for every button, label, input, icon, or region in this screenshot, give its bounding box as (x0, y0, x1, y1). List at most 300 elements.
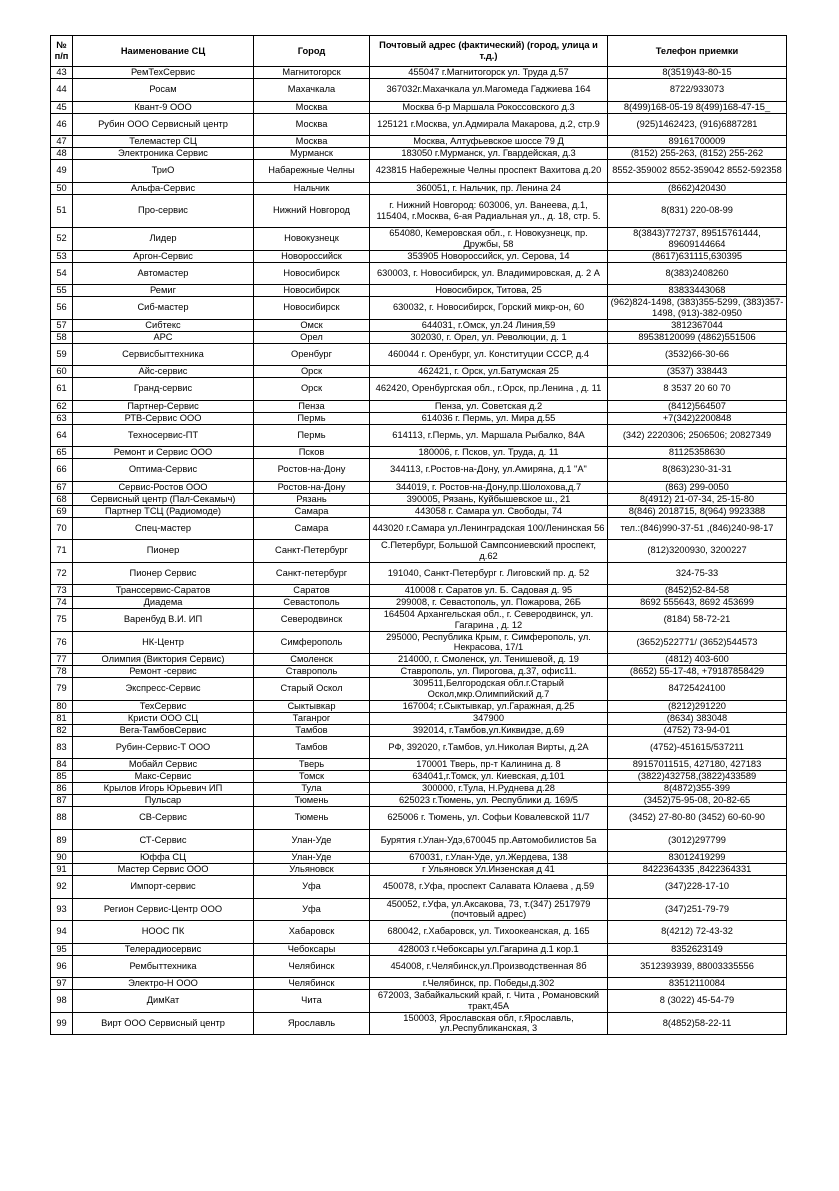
row-number: 97 (51, 978, 73, 990)
address: РФ, 392020, г.Тамбов, ул.Николая Вирты, д.2А (370, 736, 608, 759)
address: 625023 г.Тюмень, ул. Республики д. 169/5 (370, 795, 608, 807)
center-name: СТ-Сервис (73, 829, 254, 852)
table-row (51, 228, 787, 251)
table-row (51, 678, 787, 701)
city: Омск (254, 319, 370, 331)
address: 410008 г. Саратов ул. Б. Садовая д. 95 (370, 585, 608, 597)
center-name: Росам (73, 79, 254, 102)
table-row (51, 505, 787, 517)
header-city: Город (254, 36, 370, 67)
center-name: Вирт ООО Сервисный центр (73, 1012, 254, 1035)
phone: 8(4852)58-22-11 (608, 1012, 787, 1035)
row-number: 64 (51, 424, 73, 447)
city: Орск (254, 378, 370, 401)
address: 443020 г.Самара ул.Ленинградская 100/Ленинская 56 (370, 517, 608, 540)
address: 302030, г. Орел, ул. Революции, д. 1 (370, 331, 608, 343)
address: 634041,г.Томск, ул. Киевская, д.101 (370, 771, 608, 783)
phone: 8(831) 220-08-99 (608, 194, 787, 228)
center-name: Автомастер (73, 262, 254, 285)
center-name: НК-Центр (73, 631, 254, 654)
table-row (51, 852, 787, 864)
phone: 83512110084 (608, 978, 787, 990)
phone: (3452) 27-80-80 (3452) 60-60-90 (608, 807, 787, 830)
city: Новосибирск (254, 285, 370, 297)
table-row (51, 366, 787, 378)
table-row (51, 876, 787, 899)
row-number: 68 (51, 493, 73, 505)
table-body (51, 67, 787, 1035)
row-number: 55 (51, 285, 73, 297)
city: Новосибирск (254, 262, 370, 285)
center-name: Регион Сервис-Центр ООО (73, 898, 254, 921)
address: г Ульяновск Ул.Инзенская д 41 (370, 864, 608, 876)
row-number: 56 (51, 297, 73, 320)
address: 443058 г. Самара ул. Свободы, 74 (370, 505, 608, 517)
table-row (51, 597, 787, 609)
header-phone: Телефон приемки (608, 36, 787, 67)
address: 309511,Белгородская обл.г.Старый Оскол,мкр.Олимпийский д.7 (370, 678, 608, 701)
address: 672003, Забайкальский край, г. Чита , Романовский тракт,45А (370, 990, 608, 1013)
phone: (8452)52-84-58 (608, 585, 787, 597)
row-number: 50 (51, 182, 73, 194)
city: Старый Оскол (254, 678, 370, 701)
center-name: Электро-Н ООО (73, 978, 254, 990)
row-number: 61 (51, 378, 73, 401)
city: Санкт-петербург (254, 562, 370, 585)
phone: (8652) 55-17-48, +79187858429 (608, 666, 787, 678)
address: 347900 (370, 712, 608, 724)
row-number: 72 (51, 562, 73, 585)
address: г. Нижний Новгород: 603006, ул. Ванеева, д.1, 115404, г.Москва, 6-ая Радиальная ул., д. 18, стр. 5. (370, 194, 608, 228)
table-row (51, 990, 787, 1013)
phone: 8(846) 2018715, 8(964) 9923388 (608, 505, 787, 517)
header-name: Наименование СЦ (73, 36, 254, 67)
phone: (8412)564507 (608, 400, 787, 412)
table-row (51, 250, 787, 262)
city: Уфа (254, 898, 370, 921)
phone: (925)1462423, (916)6887281 (608, 113, 787, 136)
phone: (4752) 73-94-01 (608, 724, 787, 736)
phone: (3012)297799 (608, 829, 787, 852)
center-name: Олимпия (Виктория Сервис) (73, 654, 254, 666)
city: Оренбург (254, 343, 370, 366)
center-name: Пульсар (73, 795, 254, 807)
address: 454008, г.Челябинск,ул.Производственная 8б (370, 955, 608, 978)
address: 654080, Кемеровская обл., г. Новокузнецк, пр. Дружбы, 58 (370, 228, 608, 251)
city: Сыктывкар (254, 700, 370, 712)
table-row (51, 481, 787, 493)
center-name: Сервис-Ростов ООО (73, 481, 254, 493)
phone: (347)228-17-10 (608, 876, 787, 899)
table-row (51, 400, 787, 412)
row-number: 48 (51, 148, 73, 160)
row-number: 46 (51, 113, 73, 136)
address: 150003, Ярославская обл, г.Ярославль, ул.Республиканская, 3 (370, 1012, 608, 1035)
city: Рязань (254, 493, 370, 505)
city: Таганрог (254, 712, 370, 724)
table-row (51, 666, 787, 678)
city: Москва (254, 113, 370, 136)
city: Ульяновск (254, 864, 370, 876)
center-name: Крылов Игорь Юрьевич ИП (73, 783, 254, 795)
phone: 8(3519)43-80-15 (608, 67, 787, 79)
table-row (51, 459, 787, 482)
table-row (51, 631, 787, 654)
center-name: Альфа-Сервис (73, 182, 254, 194)
phone: 3812367044 (608, 319, 787, 331)
address: С.Петербург, Большой Сампсониевский проспект, д.62 (370, 540, 608, 563)
center-name: Партнер ТСЦ (Радиомоде) (73, 505, 254, 517)
city: Чебоксары (254, 943, 370, 955)
address: 680042, г.Хабаровск, ул. Тихоокеанская, д. 165 (370, 921, 608, 944)
center-name: Вега-ТамбовСервис (73, 724, 254, 736)
table-row (51, 759, 787, 771)
city: Улан-Уде (254, 829, 370, 852)
table-row (51, 331, 787, 343)
service-centers-table (50, 35, 787, 1035)
address: г.Челябинск, пр. Победы,д.302 (370, 978, 608, 990)
row-number: 90 (51, 852, 73, 864)
phone: 8(383)2408260 (608, 262, 787, 285)
table-row (51, 493, 787, 505)
row-number: 92 (51, 876, 73, 899)
phone: (342) 2220306; 2506506; 20827349 (608, 424, 787, 447)
center-name: Рубин ООО Сервисный центр (73, 113, 254, 136)
phone: 8 3537 20 60 70 (608, 378, 787, 401)
center-name: Импорт-сервис (73, 876, 254, 899)
row-number: 80 (51, 700, 73, 712)
city: Ростов-на-Дону (254, 481, 370, 493)
center-name: АРС (73, 331, 254, 343)
table-row (51, 712, 787, 724)
city: Пермь (254, 412, 370, 424)
phone: тел.:(846)990-37-51 ,(846)240-98-17 (608, 517, 787, 540)
table-row (51, 67, 787, 79)
row-number: 75 (51, 609, 73, 632)
row-number: 87 (51, 795, 73, 807)
table-row (51, 783, 787, 795)
city: Махачкала (254, 79, 370, 102)
center-name: Электроника Сервис (73, 148, 254, 160)
row-number: 86 (51, 783, 73, 795)
row-number: 47 (51, 136, 73, 148)
center-name: Рембыттехника (73, 955, 254, 978)
center-name: Квант-9 ООО (73, 101, 254, 113)
table-row (51, 447, 787, 459)
city: Пенза (254, 400, 370, 412)
row-number: 96 (51, 955, 73, 978)
row-number: 54 (51, 262, 73, 285)
address: 462421, г. Орск, ул.Батумская 25 (370, 366, 608, 378)
row-number: 78 (51, 666, 73, 678)
row-number: 79 (51, 678, 73, 701)
center-name: Ремиг (73, 285, 254, 297)
address: 423815 Набережные Челны проспект Вахитова д.20 (370, 160, 608, 183)
row-number: 77 (51, 654, 73, 666)
table-row (51, 412, 787, 424)
row-number: 91 (51, 864, 73, 876)
phone: (962)824-1498, (383)355-5299, (383)357-1498, (913)-382-0950 (608, 297, 787, 320)
row-number: 65 (51, 447, 73, 459)
row-number: 81 (51, 712, 73, 724)
row-number: 58 (51, 331, 73, 343)
address: 170001 Тверь, пр-т Калинина д. 8 (370, 759, 608, 771)
row-number: 85 (51, 771, 73, 783)
row-number: 94 (51, 921, 73, 944)
table-row (51, 424, 787, 447)
center-name: Сибтекс (73, 319, 254, 331)
phone: 83012419299 (608, 852, 787, 864)
address: 164504 Архангельская обл., г. Северодвинск, ул. Гагарина , д. 12 (370, 609, 608, 632)
center-name: ДимКат (73, 990, 254, 1013)
table-row (51, 943, 787, 955)
address: 353905 Новороссийск, ул. Серова, 14 (370, 250, 608, 262)
row-number: 95 (51, 943, 73, 955)
row-number: 66 (51, 459, 73, 482)
table-row (51, 864, 787, 876)
phone: (3652)522771/ (3652)544573 (608, 631, 787, 654)
row-number: 73 (51, 585, 73, 597)
city: Псков (254, 447, 370, 459)
row-number: 74 (51, 597, 73, 609)
table-row (51, 771, 787, 783)
table-row (51, 978, 787, 990)
phone: (8662)420430 (608, 182, 787, 194)
center-name: Оптима-Сервис (73, 459, 254, 482)
row-number: 67 (51, 481, 73, 493)
center-name: ТриО (73, 160, 254, 183)
table-row (51, 343, 787, 366)
table-row (51, 736, 787, 759)
address: 299008, г. Севастополь, ул. Пожарова, 26Б (370, 597, 608, 609)
table-row (51, 724, 787, 736)
table-row (51, 101, 787, 113)
center-name: Рубин-Сервис-Т ООО (73, 736, 254, 759)
phone: 84725424100 (608, 678, 787, 701)
city: Пермь (254, 424, 370, 447)
row-number: 88 (51, 807, 73, 830)
city: Тамбов (254, 736, 370, 759)
city: Нальчик (254, 182, 370, 194)
city: Улан-Уде (254, 852, 370, 864)
city: Новосибирск (254, 297, 370, 320)
address: 392014, г.Тамбов,ул.Киквидзе, д.69 (370, 724, 608, 736)
row-number: 98 (51, 990, 73, 1013)
center-name: Юффа СЦ (73, 852, 254, 864)
city: Чита (254, 990, 370, 1013)
city: Смоленск (254, 654, 370, 666)
address: 614113, г.Пермь, ул. Маршала Рыбалко, 84А (370, 424, 608, 447)
table-row (51, 795, 787, 807)
center-name: Гранд-сервис (73, 378, 254, 401)
phone: 8(863)230-31-31 (608, 459, 787, 482)
address: 462420, Оренбургская обл., г.Орск, пр.Ленина , д. 11 (370, 378, 608, 401)
row-number: 60 (51, 366, 73, 378)
table-row (51, 148, 787, 160)
city: Новороссийск (254, 250, 370, 262)
phone: 89161700009 (608, 136, 787, 148)
row-number: 93 (51, 898, 73, 921)
center-name: РТВ-Сервис ООО (73, 412, 254, 424)
address: 295000, Республика Крым, г. Симферополь, ул. Некрасова, 17/1 (370, 631, 608, 654)
address: 344113, г.Ростов-на-Дону, ул.Амиряна, д.1 "А" (370, 459, 608, 482)
address: 300000, г.Тула, Н.Руднева д.28 (370, 783, 608, 795)
center-name: Сервисбыттехника (73, 343, 254, 366)
address: 390005, Рязань, Куйбышевское ш., 21 (370, 493, 608, 505)
city: Симферополь (254, 631, 370, 654)
center-name: Мобайл Сервис (73, 759, 254, 771)
phone: +7(342)2200848 (608, 412, 787, 424)
table-row (51, 829, 787, 852)
table-row (51, 921, 787, 944)
city: Челябинск (254, 978, 370, 990)
city: Тюмень (254, 795, 370, 807)
table-row (51, 319, 787, 331)
row-number: 44 (51, 79, 73, 102)
city: Тамбов (254, 724, 370, 736)
phone: (8617)631115,630395 (608, 250, 787, 262)
row-number: 63 (51, 412, 73, 424)
row-number: 53 (51, 250, 73, 262)
city: Самара (254, 505, 370, 517)
table-row (51, 1012, 787, 1035)
center-name: Мастер Сервис ООО (73, 864, 254, 876)
phone: 8(4212) 72-43-32 (608, 921, 787, 944)
city: Саратов (254, 585, 370, 597)
address: 214000, г. Смоленск, ул. Тенишевой, д. 19 (370, 654, 608, 666)
phone: 8(3843)772737, 89515761444, 89609144664 (608, 228, 787, 251)
center-name: Телемастер СЦ (73, 136, 254, 148)
phone: 8 (3022) 45-54-79 (608, 990, 787, 1013)
city: Набарежные Челны (254, 160, 370, 183)
address: 344019, г. Ростов-на-Дону,пр.Шолохова,д.7 (370, 481, 608, 493)
address: 630003, г. Новосибирск, ул. Владимировская, д. 2 А (370, 262, 608, 285)
address: 428003 г.Чебоксары ул.Гагарина д.1 кор.1 (370, 943, 608, 955)
phone: (863) 299-0050 (608, 481, 787, 493)
table-row (51, 79, 787, 102)
phone: (4752)-451615/537211 (608, 736, 787, 759)
center-name: Ремонт -сервис (73, 666, 254, 678)
row-number: 49 (51, 160, 73, 183)
phone: 8352623149 (608, 943, 787, 955)
row-number: 45 (51, 101, 73, 113)
city: Уфа (254, 876, 370, 899)
table-row (51, 654, 787, 666)
row-number: 59 (51, 343, 73, 366)
address: 125121 г.Москва, ул.Адмирала Макарова, д.2, стр.9 (370, 113, 608, 136)
address: 450052, г.Уфа, ул.Аксакова, 73, т.(347) 2517979 (почтовый адрес) (370, 898, 608, 921)
table-row (51, 898, 787, 921)
address: Новосибирск, Титова, 25 (370, 285, 608, 297)
center-name: Про-сервис (73, 194, 254, 228)
city: Хабаровск (254, 921, 370, 944)
phone: (3822)432758,(3822)433589 (608, 771, 787, 783)
center-name: РемТехСервис (73, 67, 254, 79)
table-row (51, 262, 787, 285)
address: 183050 г.Мурманск, ул. Гвардейская, д.3 (370, 148, 608, 160)
address: 670031, г.Улан-Уде, ул.Жердева, 138 (370, 852, 608, 864)
phone: 89538120099 (4862)551506 (608, 331, 787, 343)
phone: (8212)291220 (608, 700, 787, 712)
row-number: 52 (51, 228, 73, 251)
center-name: СВ-Сервис (73, 807, 254, 830)
city: Орск (254, 366, 370, 378)
header-num: № п/п (51, 36, 73, 67)
row-number: 57 (51, 319, 73, 331)
city: Москва (254, 136, 370, 148)
phone: (3452)75-95-08, 20-82-65 (608, 795, 787, 807)
phone: 8(4872)355-399 (608, 783, 787, 795)
city: Томск (254, 771, 370, 783)
table-row (51, 955, 787, 978)
phone: (347)251-79-79 (608, 898, 787, 921)
row-number: 99 (51, 1012, 73, 1035)
table-row (51, 194, 787, 228)
city: Тула (254, 783, 370, 795)
phone: 8(499)168-05-19 8(499)168-47-15_ (608, 101, 787, 113)
center-name: Диадема (73, 597, 254, 609)
table-row (51, 160, 787, 183)
phone: (3537) 338443 (608, 366, 787, 378)
address: 644031, г.Омск, ул.24 Линия,59 (370, 319, 608, 331)
center-name: Пионер (73, 540, 254, 563)
city: Нижний Новгород (254, 194, 370, 228)
city: Ставрополь (254, 666, 370, 678)
row-number: 70 (51, 517, 73, 540)
phone: (8152) 255-263, (8152) 255-262 (608, 148, 787, 160)
city: Челябинск (254, 955, 370, 978)
address: Москва, Алтуфьевское шоссе 79 Д (370, 136, 608, 148)
address: 455047 г.Магнитогорск ул. Труда д.57 (370, 67, 608, 79)
table-row (51, 182, 787, 194)
table-row (51, 562, 787, 585)
row-number: 69 (51, 505, 73, 517)
phone: 83833443068 (608, 285, 787, 297)
city: Тюмень (254, 807, 370, 830)
center-name: Сиб-мастер (73, 297, 254, 320)
phone: 8722/933073 (608, 79, 787, 102)
address: 191040, Санкт-Петербург г. Лиговский пр. д. 52 (370, 562, 608, 585)
table-row (51, 609, 787, 632)
address: 360051, г. Нальчик, пр. Ленина 24 (370, 182, 608, 194)
address: 180006, г. Псков, ул. Труда, д. 11 (370, 447, 608, 459)
phone: (3532)66-30-66 (608, 343, 787, 366)
center-name: Варенбуд В.И. ИП (73, 609, 254, 632)
city: Санкт-Петербург (254, 540, 370, 563)
row-number: 84 (51, 759, 73, 771)
phone: 8552-359002 8552-359042 8552-592358 (608, 160, 787, 183)
table-row (51, 285, 787, 297)
phone: (8184) 58-72-21 (608, 609, 787, 632)
table-row (51, 700, 787, 712)
center-name: Телерадиосервис (73, 943, 254, 955)
table-row (51, 807, 787, 830)
city: Москва (254, 101, 370, 113)
address: 460044 г. Оренбург, ул. Конституции СССР, д.4 (370, 343, 608, 366)
address: 625006 г. Тюмень, ул. Софьи Ковалевской 11/7 (370, 807, 608, 830)
center-name: Аргон-Сервис (73, 250, 254, 262)
center-name: Спец-мастер (73, 517, 254, 540)
table-row (51, 517, 787, 540)
table-row (51, 113, 787, 136)
city: Орел (254, 331, 370, 343)
phone: 81125358630 (608, 447, 787, 459)
address: 367032г.Махачкала ул.Магомеда Гаджиева 164 (370, 79, 608, 102)
city: Тверь (254, 759, 370, 771)
table-row (51, 136, 787, 148)
center-name: Кристи ООО СЦ (73, 712, 254, 724)
phone: 8422364335 ,8422364331 (608, 864, 787, 876)
